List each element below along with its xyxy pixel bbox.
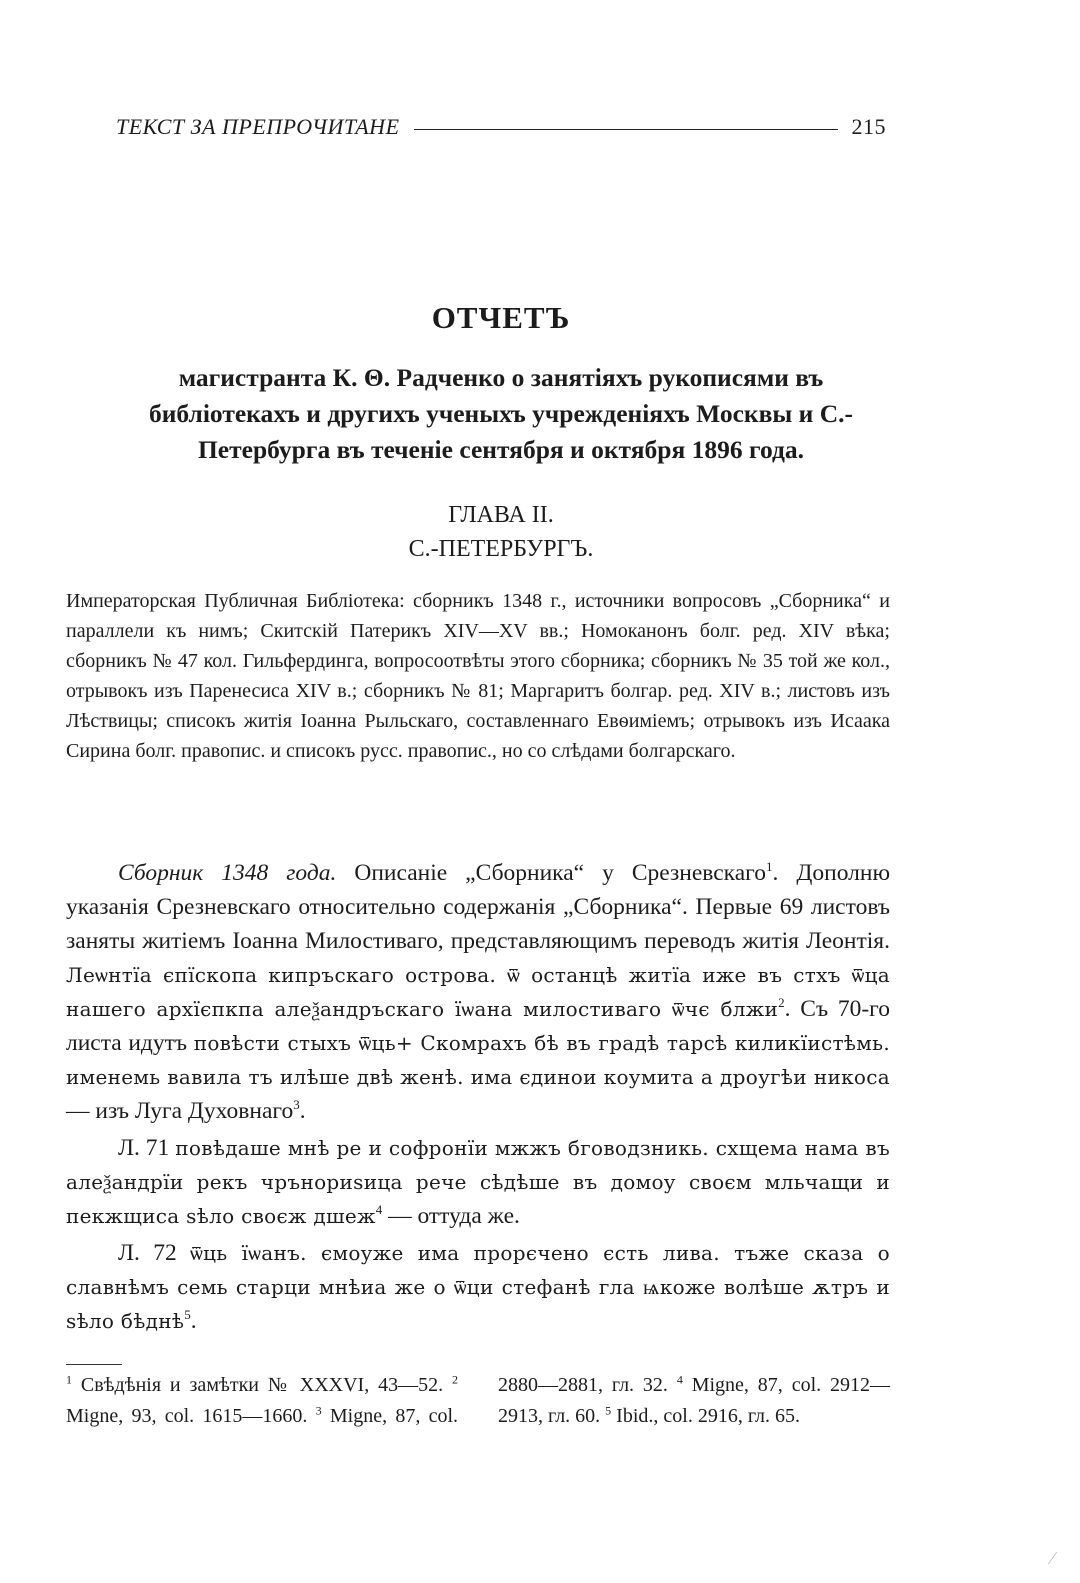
chapter-heading: [116, 498, 886, 566]
footnote-number: 5: [605, 1403, 612, 1418]
text-run: — оттуда же.: [382, 1203, 520, 1229]
footnotes: [66, 1370, 890, 1432]
footnote-ref-3: 3: [293, 1097, 300, 1113]
footnote-1: Свѣдѣнія и замѣтки № XXXVI, 43—52.: [72, 1374, 452, 1396]
paragraph-lead: Сборник 1348 года.: [118, 860, 337, 886]
running-head: [116, 114, 886, 140]
running-head-rule: [414, 129, 838, 130]
footnote-number: 4: [676, 1372, 683, 1387]
report-title: ОТЧЕТЪ: [431, 300, 571, 335]
scan-mark-icon: ⁄: [1050, 1548, 1054, 1568]
footnote-ref-5: 5: [184, 1307, 191, 1323]
footnote-separator: [66, 1364, 122, 1365]
footnote-5: Ibid., col. 2916, гл. 65.: [611, 1405, 800, 1427]
church-slavonic-quote: повѣсти стыхъ ѿць+ Скомрахъ бѣ въ градѣ тарсѣ киликїистѣмь. именемь вавила тъ илѣше двѣ женѣ. има єдинои коумита а дроугѣи никоса: [66, 1031, 890, 1089]
text-run: Л. 71: [118, 1135, 176, 1161]
church-slavonic-quote: Леѡнтїа єпїскопа кипръскаго острова. ѿ останцѣ житїа иже въ стхъ ѿца нашего архїєпкпа алеѯандръскаго їѡана милостиваго ѿчє блжи: [66, 963, 890, 1021]
page-number: 215: [851, 114, 886, 139]
text-run: . Съ 70-го листа идутъ: [66, 996, 890, 1056]
text-run: . Дополню указанія Срезневскаго относительно содержанія „Сборника“. Первые 69 листовъ заняты житіемъ Іоанна Милостиваго, представляющимъ переводъ житія Леонтія.: [66, 860, 890, 954]
paragraph-3: [66, 1236, 890, 1338]
footnote-text: [66, 1370, 890, 1432]
church-slavonic-quote: повѣдаше мнѣ ре и софронїи мжжъ бговодзникь. схщема нама въ алеѯандрїи рекъ чрънориѕица рече сѣдѣше въ домоу своєм мльчащи и пекжщиса ѕѣло своєж дшеж: [66, 1136, 890, 1228]
footnote-2: Migne, 93, col. 1615—1660.: [66, 1405, 316, 1427]
footnote-4: Migne, 87, col. 2912—2913, гл. 60.: [498, 1374, 891, 1427]
paragraph-1: [66, 856, 890, 1128]
chapter-summary: Императорская Публичная Библіотека: сборникъ 1348 г., источники вопросовъ „Сборника“ и параллели къ нимъ; Скитскій Патерикъ XIV—XV вв.; Номоканонъ болг. ред. XIV вѣка; сборникъ № 47 кол. Гильфердинга, вопросоотвѣты этого сборника; сборникъ № 35 той же кол., отрывокъ изъ Паренесиса XIV в.; сборникъ № 81; Маргаритъ болгар. ред. XIV в.; листовъ изъ Лѣствицы; списокъ житія Іоанна Рыльскаго, составленнаго Евѳиміемъ; отрывокъ изъ Исаака Сирина болг. правопис. и списокъ русс. правопис., но со слѣдами болгарскаго.: [66, 590, 890, 762]
chapter-label: ГЛАВА II.: [448, 502, 554, 528]
footnote-number: 2: [452, 1372, 458, 1387]
text-run: Л. 72: [118, 1240, 191, 1266]
footnote-number: 1: [66, 1372, 72, 1387]
text-run: — изъ Луга Духовнаго: [66, 1098, 294, 1124]
running-head-title: ТЕКСТ ЗА ПРЕПРОЧИТАНЕ: [116, 114, 400, 139]
text-run: .: [190, 1308, 197, 1334]
paragraph-2: [66, 1131, 890, 1233]
footnote-ref-2: 2: [778, 995, 785, 1011]
footnote-3: Migne, 87, col. 2880—2881, гл. 32.: [321, 1374, 677, 1427]
text-run: Описаніе „Сборника“ у Срезневскаго: [336, 860, 766, 886]
body-text: [66, 856, 890, 1338]
footnote-ref-1: 1: [765, 859, 773, 875]
footnote-ref-4: 4: [375, 1202, 383, 1218]
chapter-place: С.-ПЕТЕРБУРГЪ.: [408, 536, 594, 562]
church-slavonic-quote: ѿць їѡанъ. ємоуже има прорєчено єсть лива. тъже сказа о славнѣмъ семь старци мнѣиа же о ѿци стефанѣ гла ѩкоже волѣше ѫтръ и ѕѣло бѣднѣ: [66, 1241, 890, 1333]
footnote-number: 3: [315, 1403, 322, 1418]
text-run: .: [299, 1098, 306, 1124]
report-subtitle: магистранта К. Θ. Радченко о занятіяхъ рукописями въ библіотекахъ и другихъ ученыхъ учрежденіяхъ Москвы и С.-Петербурга въ теченіе сентября и октября 1896 года.: [148, 363, 854, 464]
